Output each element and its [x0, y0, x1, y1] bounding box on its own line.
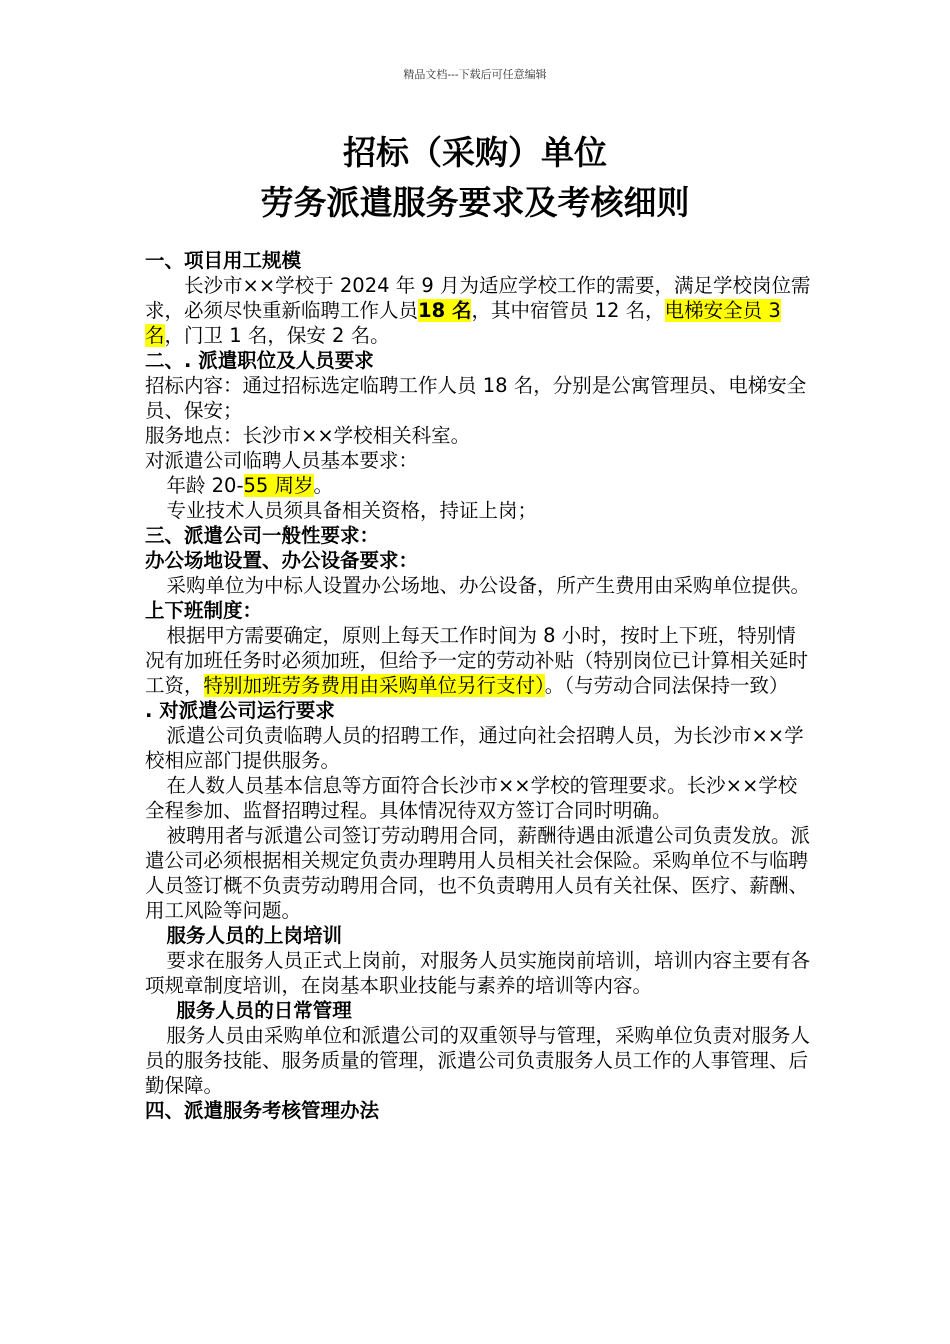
office-heading: 办公场地设置、办公设备要求： [145, 549, 419, 572]
document-body [145, 248, 815, 1123]
document-title-line-1: 招标（采购）单位 [343, 133, 607, 172]
section-1-heading: 一、项目用工规模 [145, 249, 302, 272]
scale-text-b: ，其中宿管员 12 名， [471, 299, 665, 322]
daily-management-heading: 服务人员的日常管理 [176, 999, 352, 1022]
work-text-a: 根据甲方需要确定，原则上每天工作时间为 8 小时，按时上下班，特别情况有加班任务时必须加班，但给予一定的劳动补贴（特别岗位已计算相关延时工资， [145, 624, 809, 697]
section-4-heading: 四、派遣服务考核管理办法 [145, 1099, 380, 1122]
header-note: 精品文档---下载后可任意编辑 [403, 68, 547, 81]
daily-management-text: 服务人员由采购单位和派遣公司的双重领导与管理，采购单位负责对服务人员的服务技能、服务质量的管理，派遣公司负责服务人员工作的人事管理、后勤保障。 [145, 1024, 810, 1097]
age-text-b: 。 [313, 474, 334, 497]
work-hours-text [145, 623, 815, 698]
highlight-total-staff: 18 名 [418, 299, 472, 322]
age-text-a: 年龄 20- [166, 474, 244, 497]
scale-text-c: ，门卫 1 名，保安 2 名。 [164, 324, 390, 347]
operation-paragraph-2: 在人数人员基本信息等方面符合长沙市××学校的管理要求。长沙××学校全程参加、监督招聘过程。具体情况待双方签订合同时明确。 [145, 774, 798, 822]
section-3-heading: 三、派遣公司一般性要求： [145, 524, 380, 547]
section-1-paragraph [145, 273, 815, 348]
scale-text-a: 长沙市××学校于 2024 年 9 月为适应学校工作的需要，满足学校岗位需求，必须尽快重新临聘工作人员 [145, 274, 811, 322]
training-heading: 服务人员的上岗培训 [166, 924, 342, 947]
bid-content: 招标内容：通过招标选定临聘工作人员 18 名，分别是公寓管理员、电梯安全员、保安； [145, 374, 807, 422]
operation-heading: . 对派遣公司运行要求 [145, 699, 335, 722]
highlight-age: 55 周岁 [243, 474, 314, 497]
work-hours-heading: 上下班制度： [145, 599, 263, 622]
office-text: 采购单位为中标人设置办公场地、办公设备，所产生费用由采购单位提供。 [166, 574, 810, 597]
work-text-b: 。（与劳动合同法保持一致） [544, 674, 789, 697]
certification-requirement: 专业技术人员须具备相关资格，持证上岗； [166, 499, 537, 522]
basic-requirements: 对派遣公司临聘人员基本要求： [145, 449, 419, 472]
highlight-overtime: 特别加班劳务费用由采购单位另行支付） [203, 674, 545, 697]
service-location: 服务地点：长沙市××学校相关科室。 [145, 424, 471, 447]
section-2-heading: 二、. 派遣职位及人员要求 [145, 349, 374, 372]
operation-paragraph-1: 派遣公司负责临聘人员的招聘工作，通过向社会招聘人员，为长沙市××学校相应部门提供服务。 [145, 724, 804, 772]
highlight-elevator-staff: 电梯安全员 3 名 [145, 299, 781, 347]
operation-paragraph-3: 被聘用者与派遣公司签订劳动聘用合同，薪酬待遇由派遣公司负责发放。派遣公司必须根据相关规定负责办理聘用人员相关社会保险。采购单位不与临聘人员签订概不负责劳动聘用合同，也不负责聘用人员有关社保、医疗、薪酬、用工风险等问题。 [145, 824, 810, 922]
training-text: 要求在服务人员正式上岗前，对服务人员实施岗前培训，培训内容主要有各项规章制度培训，在岗基本职业技能与素养的培训等内容。 [145, 949, 810, 997]
document-title-line-2: 劳务派遣服务要求及考核细则 [260, 183, 690, 222]
age-requirement [145, 473, 815, 498]
